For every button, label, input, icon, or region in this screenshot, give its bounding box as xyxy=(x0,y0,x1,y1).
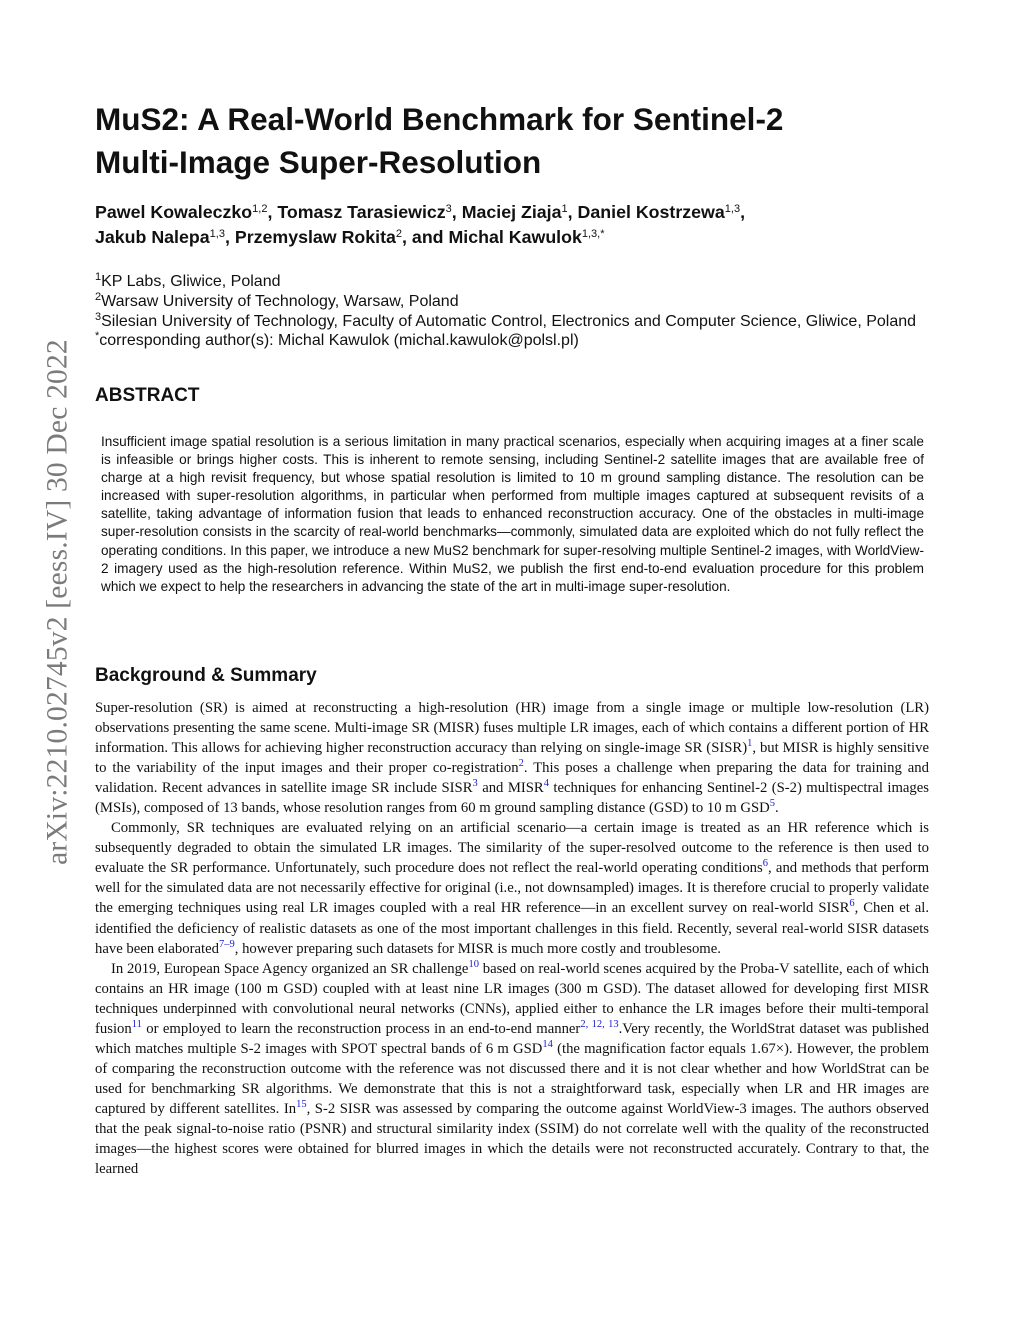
author-separator: , and xyxy=(402,227,449,247)
paragraph-text: (the magnification factor equals 1.67×). However, the problem of comparing the reconstruction outcome with the reference was not discussed there and it is not clear whether and how WorldStrat can be used for benchmarking SR algorithms. We demonstrate that this is not a straightforward task, especially when LR and HR images are captured by different satellites. In xyxy=(95,1040,929,1117)
author-name: Pawel Kowaleczko xyxy=(95,202,253,222)
author-name: Daniel Kostrzewa xyxy=(577,202,725,222)
abstract-heading: ABSTRACT xyxy=(95,385,200,406)
paragraph-text: , Chen et al. identified the deficiency of realistic datasets as one of the most important challenges in this field. Recently, several real-world SISR datasets have been elaborated xyxy=(95,900,930,957)
paragraph-text: . This poses a challenge when preparing the data for training and validation. Recent advances in satellite image SR include SISR xyxy=(95,760,929,797)
section-heading-background: Background & Summary xyxy=(95,665,317,686)
paragraph-text: , but MISR is highly sensitive to the variability of the input images and their proper co-registration xyxy=(95,740,929,777)
paragraph-text: . xyxy=(774,800,779,817)
abstract-text: Insufficient image spatial resolution is a serious limitation in many practical scenarios, especially when acquiring images at a finer scale is infeasible or brings higher costs. This is inherent to remote sensing, including Sentinel-2 satellite images that are available free of charge at a high revisit frequency, but whose spatial resolution is limited to 10 m ground sampling distance. The resolution can be increased with super-resolution algorithms, in particular when performed from multiple images captured at subsequent revisits of a satellite, taking advantage of information fusion that leads to enhanced reconstruction accuracy. One of the obstacles in multi-image super-resolution consists in the scarcity of real-world benchmarks—commonly, simulated data are exploited which do not fully reflect the operating conditions. In this paper, we introduce a new MuS2 benchmark for super-resolving multiple Sentinel-2 images, with WorldView-2 imagery used as the high-resolution reference. Within MuS2, we publish the first end-to-end evaluation procedure for this problem which we expect to help the researchers in advancing the state of the art in multi-image super-resolution. xyxy=(101,434,924,594)
paragraph xyxy=(95,959,929,1180)
paragraph-text: , S-2 SISR was assessed by comparing the outcome against WorldView-3 images. The authors observed that the peak signal-to-noise ratio (PSNR) and structural similarity index (SSIM) do not correlate well with the quality of the reconstructed images—the highest scores were obtained for blurred images in which the details were not reconstructed accurately. Contrary to that, the learned xyxy=(95,1100,929,1178)
author-affiliation-mark: 1,3,* xyxy=(581,228,605,240)
paragraph-text: , however preparing such datasets for MISR is much more costly and troublesome. xyxy=(234,940,721,957)
affiliation-line xyxy=(95,312,945,332)
paragraph-text: and MISR xyxy=(477,780,544,797)
author-name: Maciej Ziaja xyxy=(461,202,562,222)
section-body xyxy=(95,698,929,1179)
author-name: Tomasz Tarasiewicz xyxy=(277,202,446,222)
author-affiliation-mark: 3 xyxy=(445,203,452,215)
citation-link[interactable]: 1 xyxy=(747,738,753,750)
paragraph-text: Commonly, SR techniques are evaluated relying on an artificial scenario—a certain image is treated as an HR reference which is subsequently degraded to obtain the simulated LR images. The similarity of the super-resolved outcome to the reference is then used to evaluate the SR performance. Unfortunately, such procedure does not reflect the real-world operating conditions xyxy=(95,820,929,877)
arxiv-side-stamp: arXiv:2210.02745v2 [eess.IV] 30 Dec 2022 xyxy=(41,339,74,865)
author-separator: , xyxy=(740,202,746,222)
paragraph-text: , and methods that perform well for the simulated data are not necessarily effective for original (i.e., not downsampled) images. It is therefore crucial to properly validate the emerging techniques using real LR images coupled with a real HR reference—in an excellent survey on real-world SISR xyxy=(95,860,929,917)
affiliation-text: corresponding author(s): Michal Kawulok (michal.kawulok@polsl.pl) xyxy=(99,332,579,350)
paragraph xyxy=(95,818,929,958)
citation-link[interactable]: 6 xyxy=(762,858,768,870)
affiliation-line xyxy=(95,292,945,312)
affiliation-line xyxy=(95,272,945,292)
affiliation-text: Silesian University of Technology, Faculty of Automatic Control, Electronics and Computer Science, Gliwice, Poland xyxy=(101,312,917,330)
citation-link[interactable]: 6 xyxy=(849,898,855,910)
citation-link[interactable]: 2, 12, 13 xyxy=(580,1018,619,1030)
citation-link[interactable]: 2 xyxy=(518,758,524,770)
author-list xyxy=(95,200,935,250)
title-line-1: MuS2: A Real-World Benchmark for Sentinel-2 xyxy=(95,101,784,137)
paper-title xyxy=(95,98,915,184)
citation-link[interactable]: 7–9 xyxy=(218,938,235,950)
paragraph xyxy=(95,698,929,818)
citation-link[interactable]: 4 xyxy=(543,778,549,790)
citation-link[interactable]: 14 xyxy=(542,1038,553,1050)
paragraph-text: Super-resolution (SR) is aimed at reconstructing a high-resolution (HR) image from a single image or multiple low-resolution (LR) observations presenting the same scene. Multi-image SR (MISR) fuses multiple LR images, each of which contains a different portion of HR information. This allows for achieving higher reconstruction accuracy than relying on single-image SR (SISR) xyxy=(95,700,929,757)
affiliation-line xyxy=(95,331,945,351)
affiliation-text: KP Labs, Gliwice, Poland xyxy=(101,273,281,290)
citation-link[interactable]: 11 xyxy=(131,1018,142,1030)
citation-link[interactable]: 3 xyxy=(472,778,478,790)
author-separator: , xyxy=(567,202,578,222)
author-separator: , xyxy=(224,227,235,247)
author-affiliation-mark: 2 xyxy=(395,228,403,240)
affiliation-list xyxy=(95,272,945,351)
author-affiliation-mark: 1 xyxy=(561,203,568,215)
affiliation-mark: 2 xyxy=(95,290,102,303)
affiliation-text: Warsaw University of Technology, Warsaw, Poland xyxy=(101,292,459,310)
author-separator: , xyxy=(451,202,462,222)
author-name: Przemyslaw Rokita xyxy=(234,227,396,247)
citation-link[interactable]: 10 xyxy=(468,958,479,970)
paragraph-text: techniques for enhancing Sentinel-2 (S-2) multispectral images (MSIs), composed of 13 bands, whose resolution ranges from 60 m ground sampling distance (GSD) to 10 m GSD xyxy=(95,780,930,817)
author-name: Jakub Nalepa xyxy=(95,227,210,247)
paragraph-text: .Very recently, the WorldStrat dataset was published which matches multiple S-2 images with SPOT spectral bands of 6 m GSD xyxy=(95,1020,929,1057)
paragraph-text: In 2019, European Space Agency organized an SR challenge xyxy=(111,960,469,977)
title-line-2: Multi-Image Super-Resolution xyxy=(95,144,542,180)
author-affiliation-mark: 1,2 xyxy=(252,203,268,215)
author-separator: , xyxy=(267,202,278,222)
author-affiliation-mark: 1,3 xyxy=(209,228,225,240)
author-affiliation-mark: 1,3 xyxy=(724,203,741,215)
citation-link[interactable]: 5 xyxy=(769,798,775,810)
citation-link[interactable]: 15 xyxy=(296,1098,307,1110)
paragraph-text: based on real-world scenes acquired by the Proba-V satellite, each of which contains an HR image (100 m GSD) coupled with at least nine LR images (300 m GSD). The dataset allowed for developing first MISR techniques underpinned with convolutional neural networks (CNNs), applied either to enhance the LR images before their multi-temporal fusion xyxy=(95,960,929,1037)
paragraph-text: or employed to learn the reconstruction process in an end-to-end manner xyxy=(141,1020,581,1037)
affiliation-mark: 3 xyxy=(95,310,102,323)
affiliation-mark: 1 xyxy=(95,271,102,283)
author-name: Michal Kawulok xyxy=(448,227,582,247)
affiliation-mark: * xyxy=(95,330,100,343)
